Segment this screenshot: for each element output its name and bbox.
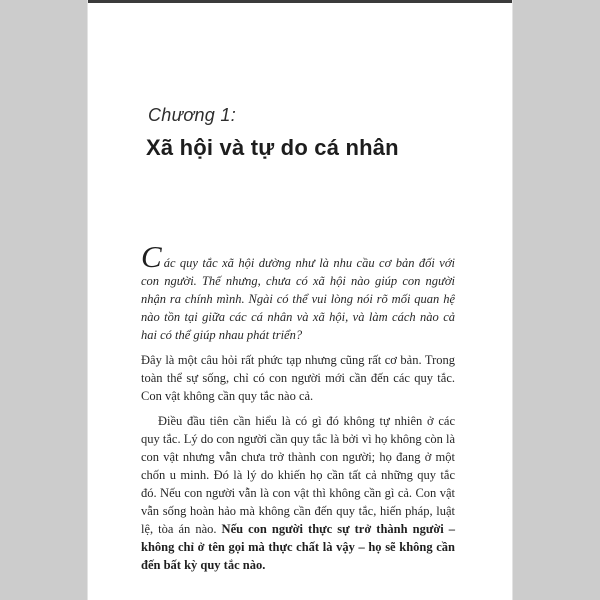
paragraph-answer-intro: Đây là một câu hỏi rất phức tạp nhưng cũng rất cơ bản. Trong toàn thể sự sống, chỉ có con người mới cần đến các quy tắc. Con vật không cần quy tắc nào cả.	[141, 353, 455, 403]
paragraph-answer-body: Điều đầu tiên cần hiểu là có gì đó không tự nhiên ở các quy tắc. Lý do con người cần quy tắc là bởi vì họ không còn là con vật nhưng vẫn chưa trở thành con người; họ đang ở một chốn u minh. Đó là lý do khiến họ cần tất cả những quy tắc đó. Nếu con người vẫn là con vật thì không cần gì cả. Con vật vẫn sống hoàn hảo mà không cần đến quy tắc, hiến pháp, luật lệ, tòa án nào. Nếu con người thực sự trở thành người – không chỉ ở tên gọi mà thực chất là vậy – họ sẽ không cần đến bất kỳ quy tắc nào.	[141, 414, 456, 572]
bold-emphasis: Nếu con người thực sự trở thành người – không chỉ ở tên gọi mà thực chất là vậy – họ sẽ không cần đến bất kỳ quy tắc nào.	[141, 522, 456, 572]
chapter-title: Xã hội và tự do cá nhân	[146, 135, 399, 160]
body-text	[141, 239, 456, 581]
book-page	[88, 0, 512, 600]
page-top-edge	[88, 0, 512, 3]
paragraph-opening-question: Các quy tắc xã hội dường như là nhu cầu cơ bản đối với con người. Thế nhưng, chưa có xã hội nào giúp con người nhận ra chính mình. Ngài có thể vui lòng nói rõ mối quan hệ nào tồn tại giữa các cá nhân và xã hội, và làm cách nào cả hai có thể giúp nhau phát triển?	[141, 239, 455, 342]
raised-cap-letter: C	[141, 239, 162, 274]
chapter-label: Chương 1:	[148, 105, 237, 125]
